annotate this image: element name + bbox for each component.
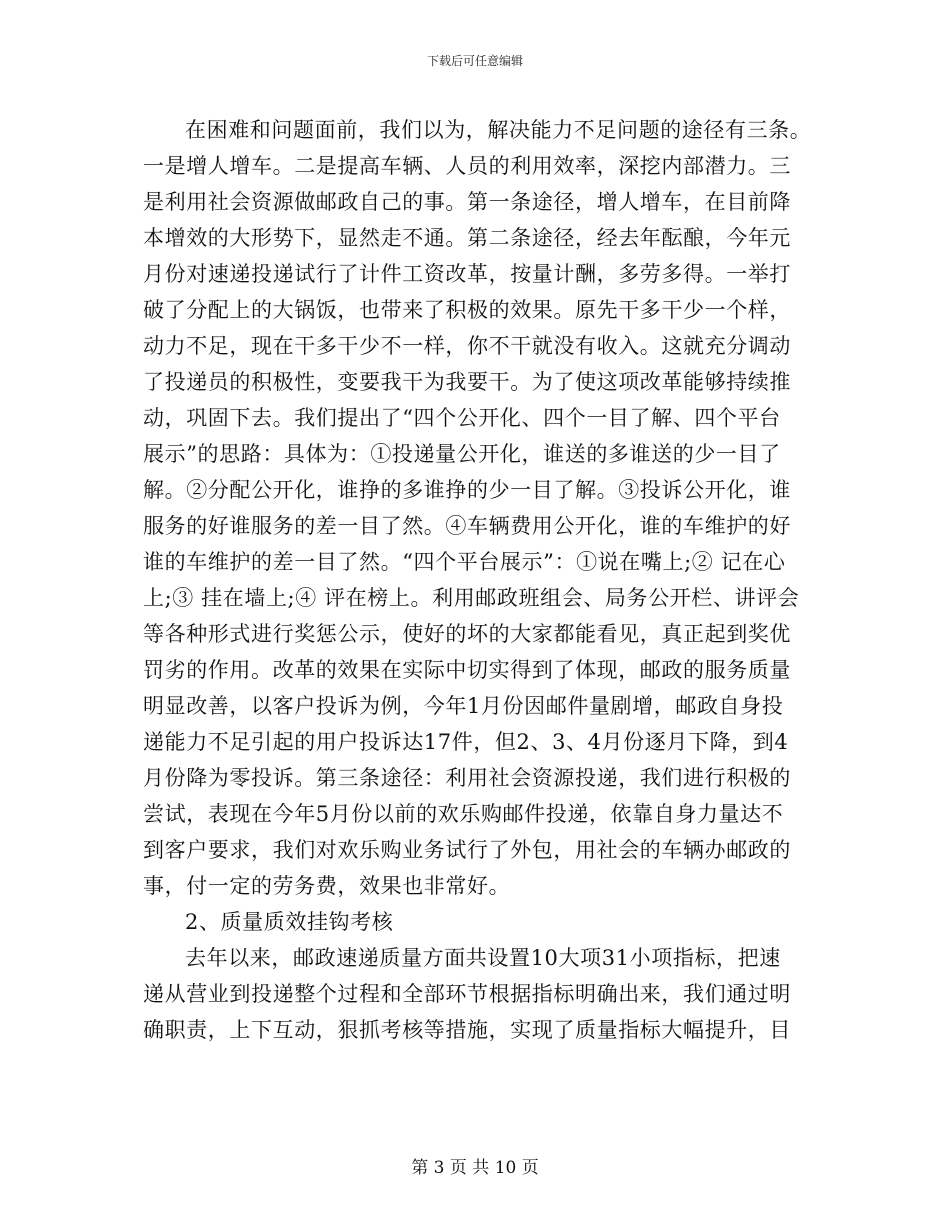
paragraph-line: 月份对速递投递试行了计件工资改革，按量计酬，多劳多得。一举打 [143, 262, 791, 286]
paragraph-line: 展示”的思路：具体为：①投递量公开化，谁送的多谁送的少一目了 [143, 442, 781, 466]
paragraph-line: 确职责，上下互动，狠抓考核等措施，实现了质量指标大幅提升，目 [143, 1018, 791, 1042]
paragraph-line: 到客户要求，我们对欢乐购业务试行了外包，用社会的车辆办邮政的 [143, 838, 791, 862]
paragraph-line: 递能力不足引起的用户投诉达17件，但2、3、4月份逐月下降，到4 [143, 730, 789, 754]
paragraph-line: 是利用社会资源做邮政自己的事。第一条途径，增人增车，在目前降 [143, 190, 791, 214]
paragraph-line: 本增效的大形势下，显然走不通。第二条途径，经去年酝酿，今年元 [143, 226, 791, 250]
paragraph-line: 解。②分配公开化，谁挣的多谁挣的少一目了解。③投诉公开化，谁 [143, 478, 791, 502]
paragraph-line: 服务的好谁服务的差一目了然。④车辆费用公开化，谁的车维护的好 [143, 514, 791, 538]
paragraph-line: 去年以来，邮政速递质量方面共设置10大项31小项指标，把速 [185, 946, 781, 970]
paragraph-line: 上;③ 挂在墙上;④ 评在榜上。利用邮政班组会、局务公开栏、讲评会 [143, 586, 800, 610]
section-heading: 2、质量质效挂钩考核 [185, 910, 394, 934]
paragraph-line: 一是增人增车。二是提高车辆、人员的利用效率，深挖内部潜力。三 [143, 154, 791, 178]
paragraph-line: 递从营业到投递整个过程和全部环节根据指标明确出来，我们通过明 [143, 982, 791, 1006]
paragraph-line: 事，付一定的劳务费，效果也非常好。 [143, 874, 511, 898]
page-number-footer: 第 3 页 共 10 页 [411, 1158, 539, 1178]
paragraph-line: 破了分配上的大锅饭，也带来了积极的效果。原先干多干少一个样， [143, 298, 791, 322]
paragraph-line: 等各种形式进行奖惩公示，使好的坏的大家都能看见，真正起到奖优 [143, 622, 791, 646]
paragraph-line: 在困难和问题面前，我们以为，解决能力不足问题的途径有三条。 [185, 118, 812, 142]
body-text [143, 112, 812, 1048]
paragraph-line: 尝试，表现在今年5月份以前的欢乐购邮件投递，依靠自身力量达不 [143, 802, 784, 826]
paragraph-line: 动力不足，现在干多干少不一样，你不干就没有收入。这就充分调动 [143, 334, 791, 358]
paragraph-line: 罚劣的作用。改革的效果在实际中切实得到了体现，邮政的服务质量 [143, 658, 791, 682]
paragraph-line: 月份降为零投诉。第三条途径：利用社会资源投递，我们进行积极的 [143, 766, 791, 790]
paragraph-line: 动，巩固下去。我们提出了“四个公开化、四个一目了解、四个平台 [143, 406, 781, 430]
paragraph-line: 了投递员的积极性，变要我干为我要干。为了使这项改革能够持续推 [143, 370, 791, 394]
page-header: 下载后可任意编辑 [426, 54, 523, 68]
paragraph-line: 谁的车维护的差一目了然。“四个平台展示”：①说在嘴上;② 记在心 [143, 550, 786, 574]
paragraph-line: 明显改善，以客户投诉为例，今年1月份因邮件量剧增，邮政自身投 [143, 694, 784, 718]
